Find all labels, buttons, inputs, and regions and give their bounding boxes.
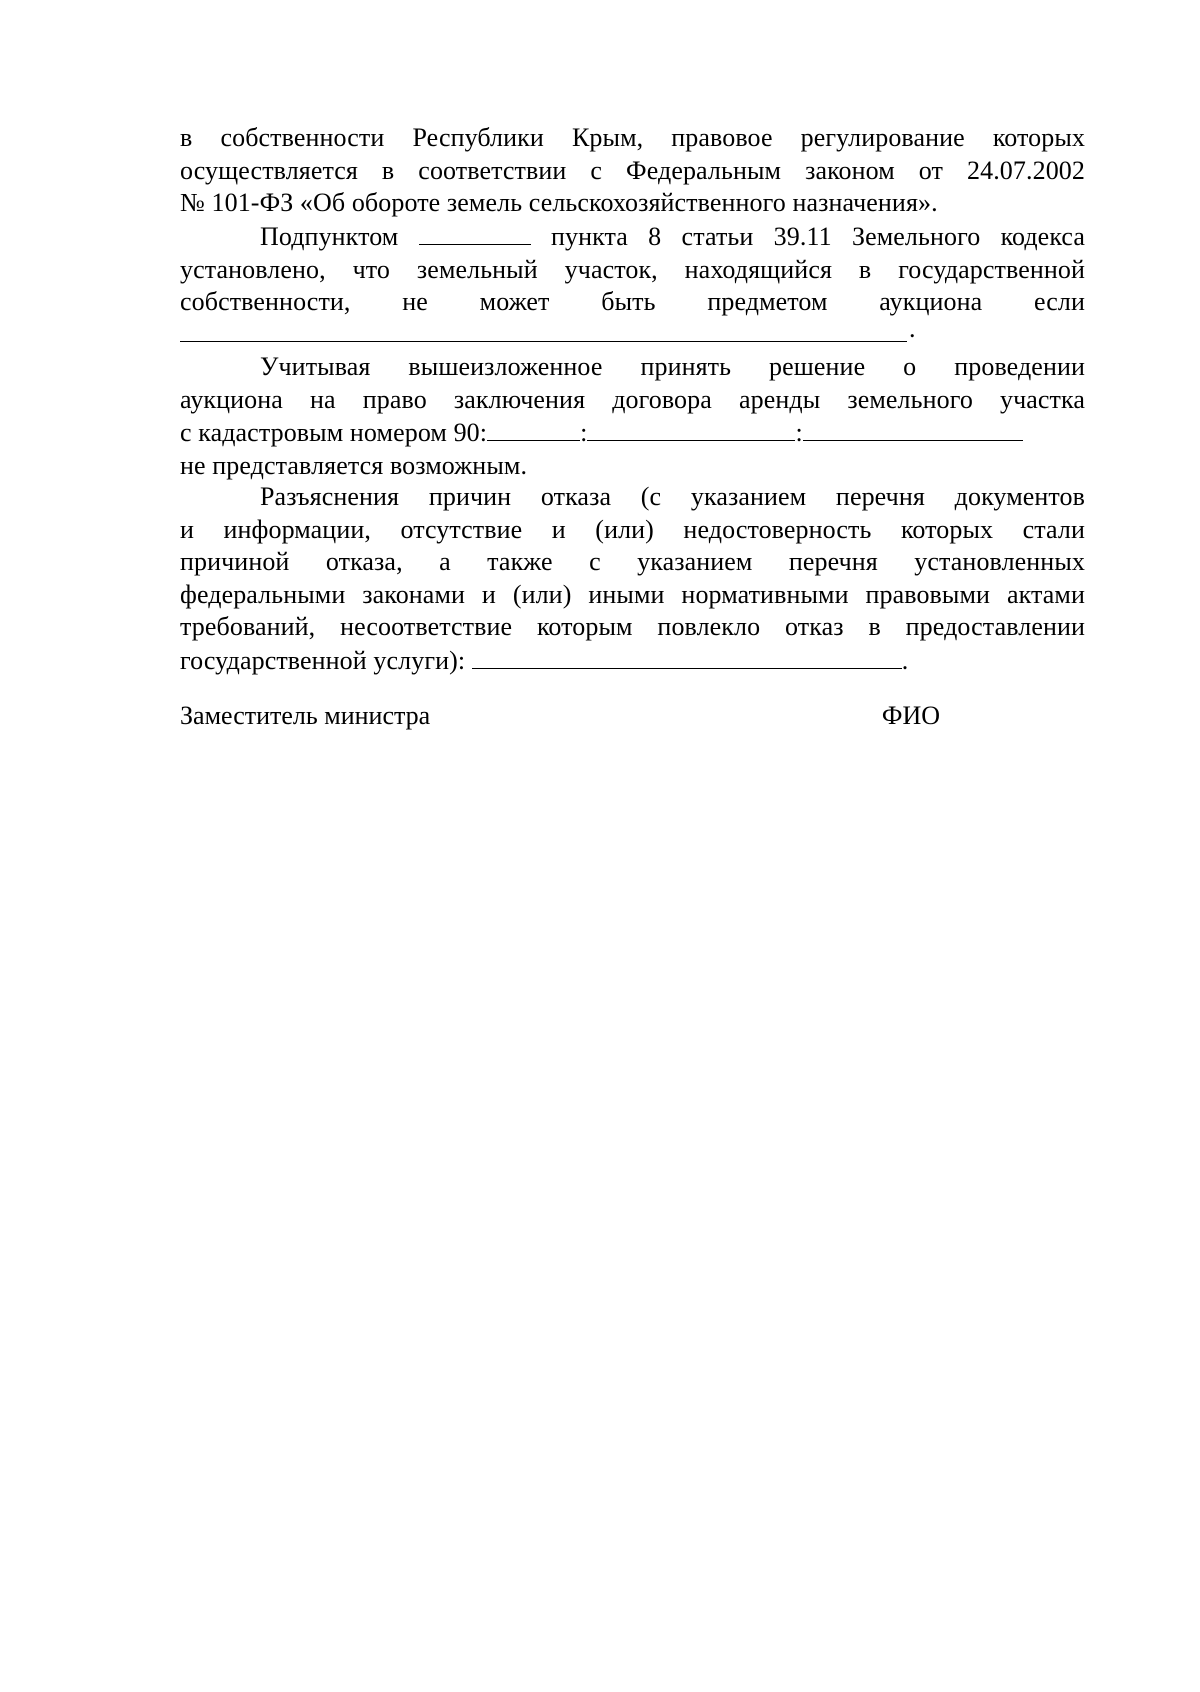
cadastral-separator: : xyxy=(795,418,803,447)
paragraph-land-ownership xyxy=(180,122,1085,220)
text-line: причиной отказа, а также с указанием перечня установленных xyxy=(180,547,1085,576)
reason-blank xyxy=(180,341,907,342)
text-line: аукциона на право заключения договора аренды земельного участка xyxy=(180,384,1085,414)
text-line: в собственности Республики Крым, правовое регулирование которых xyxy=(180,123,1085,152)
paragraph-land-code-reference xyxy=(180,220,1085,351)
subclause-label: Подпунктом xyxy=(260,222,399,251)
text-line: установлено, что земельный участок, находящийся в государственной xyxy=(180,254,1085,284)
text-line: Разъяснения причин отказа (с указанием перечня документов xyxy=(260,482,1085,511)
cadastral-prefix: с кадастровым номером 90: xyxy=(180,418,488,447)
cadastral-blank-1 xyxy=(487,416,580,441)
text-line: осуществляется в соответствии с Федеральным законом от 24.07.2002 xyxy=(180,155,1085,185)
paragraph-refusal-reasons xyxy=(180,481,1085,677)
paragraph-auction-decision xyxy=(180,351,1085,482)
clause-reference: пункта 8 статьи 39.11 Земельного кодекса xyxy=(550,222,1085,251)
text-line: Учитывая вышеизложенное принять решение о проведении xyxy=(260,352,1085,381)
refusal-explanation-blank xyxy=(472,644,902,669)
text-line: собственности, не может быть предметом аукциона если xyxy=(180,287,1085,316)
cadastral-blank-3 xyxy=(803,416,1023,441)
reason-blank-line xyxy=(180,313,1085,352)
signatory-name: ФИО xyxy=(881,701,940,730)
signatory-position: Заместитель министра xyxy=(180,701,431,730)
text-line: не представляется возможным. xyxy=(180,450,528,480)
sentence-end: . xyxy=(901,645,909,675)
sentence-end: . xyxy=(909,313,916,343)
text-line: требований, несоответствие которым повлекло отказ в предоставлении xyxy=(180,612,1085,641)
text-line: и информации, отсутствие и (или) недостоверность которых стали xyxy=(180,514,1085,544)
text-line: № 101-ФЗ «Об обороте земель сельскохозяйственного назначения». xyxy=(180,188,938,217)
cadastral-number-line xyxy=(180,416,1085,450)
text-line xyxy=(180,644,1085,678)
subclause-blank xyxy=(419,220,531,245)
cadastral-blank-2 xyxy=(587,416,795,441)
services-label: государственной услуги): xyxy=(180,645,466,675)
text-line: федеральными законами и (или) иными нормативными правовыми актами xyxy=(180,579,1085,609)
cadastral-separator: : xyxy=(580,418,588,447)
text-line xyxy=(180,220,1085,254)
